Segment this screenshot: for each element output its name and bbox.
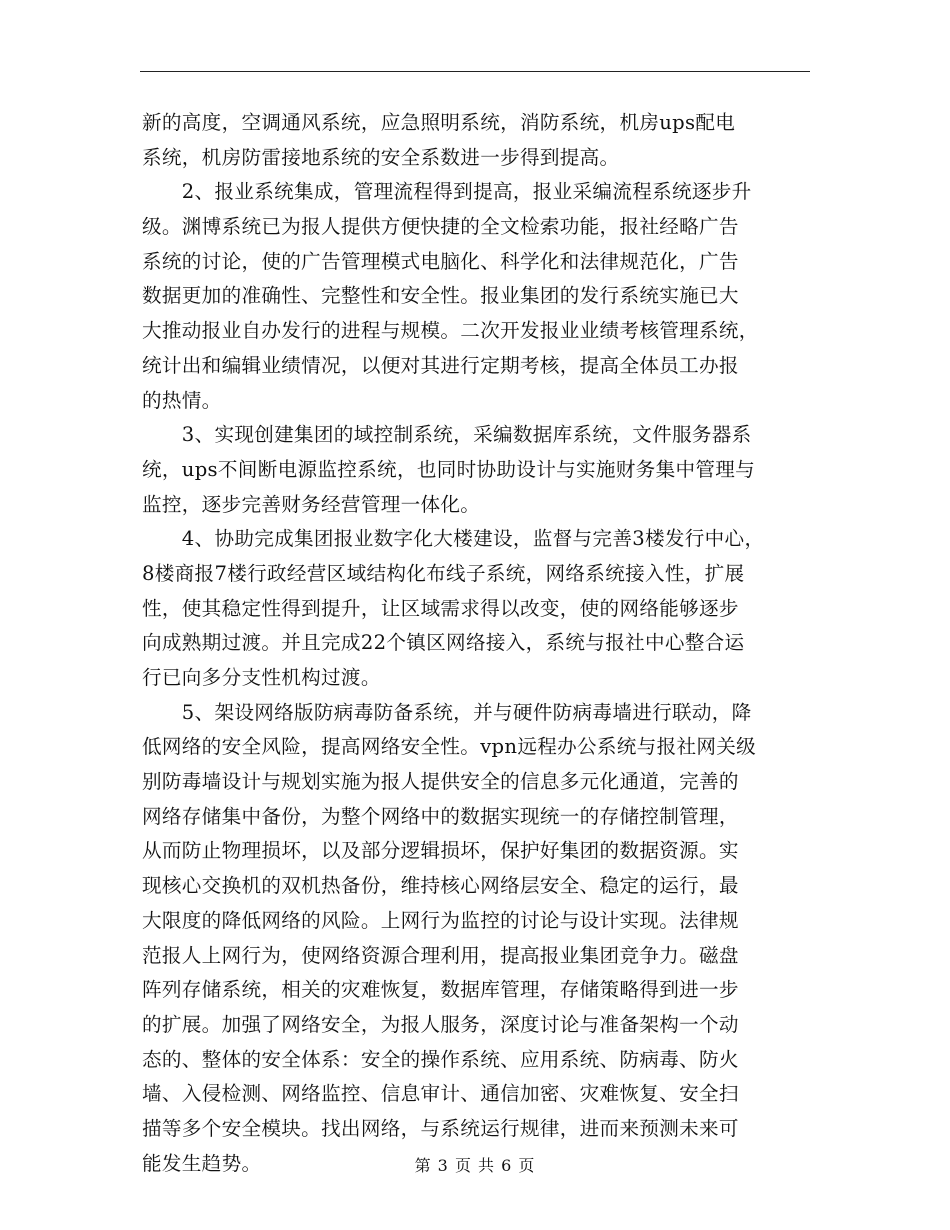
body-text xyxy=(142,106,812,1181)
text-line: 5、架设网络版防病毒防备系统，并与硬件防病毒墙进行联动，降 xyxy=(142,700,752,724)
text-line: 行已向多分支性机构过渡。 xyxy=(142,666,381,689)
text-line: 2、报业系统集成，管理流程得到提高，报业采编流程系统逐步升 xyxy=(142,180,752,204)
text-line: 网络存储集中备份，为整个网络中的数据实现统一的存储控制管理， xyxy=(142,804,739,828)
text-line: 现核心交换机的双机热备份，维持核心网络层安全、稳定的运行，最 xyxy=(142,874,739,898)
text-line: 大限度的降低网络的风险。上网行为监控的讨论与设计实现。法律规 xyxy=(142,908,739,932)
text-line: 墙、入侵检测、网络监控、信息审计、通信加密、灾难恢复、安全扫 xyxy=(142,1082,739,1106)
header-rule xyxy=(140,71,810,72)
text-line: 向成熟期过渡。并且完成22个镇区网络接入，系统与报社中心整合运 xyxy=(142,631,745,655)
text-line: 描等多个安全模块。找出网络，与系统运行规律，进而来预测未来可 xyxy=(142,1116,739,1140)
page-footer: 第 3 页 共 6 页 xyxy=(414,1156,536,1175)
text-line: 监控，逐步完善财务经营管理一体化。 xyxy=(142,492,481,516)
text-line: 级。渊博系统已为报人提供方便快捷的全文检索功能，报社经略广告 xyxy=(142,215,739,239)
text-line: 新的高度，空调通风系统，应急照明系统，消防系统，机房ups配电 xyxy=(142,111,736,134)
text-line: 的扩展。加强了网络安全，为报人服务，深度讨论与准备架构一个动 xyxy=(142,1012,739,1036)
text-line: 范报人上网行为，使网络资源合理利用，提高报业集团竞争力。磁盘 xyxy=(142,943,739,967)
text-line: 系统，机房防雷接地系统的安全系数进一步得到提高。 xyxy=(142,145,620,169)
text-line: 的热情。 xyxy=(142,388,222,412)
text-line: 统计出和编辑业绩情况，以便对其进行定期考核，提高全体员工办报 xyxy=(142,353,739,377)
text-line: 4、协助完成集团报业数字化大楼建设，监督与完善3楼发行中心， xyxy=(142,527,765,551)
text-line: 8楼商报7楼行政经营区域结构化布线子系统，网络系统接入性，扩展 xyxy=(142,561,745,585)
text-line: 态的、整体的安全体系：安全的操作系统、应用系统、防病毒、防火 xyxy=(142,1047,739,1071)
text-line: 性，使其稳定性得到提升，让区域需求得以改变，使的网络能够逐步 xyxy=(142,596,739,620)
text-line: 能发生趋势。 xyxy=(142,1151,262,1175)
text-line: 统，ups不间断电源监控系统，也同时协助设计与实施财务集中管理与 xyxy=(142,457,756,481)
text-line: 大推动报业自办发行的进程与规模。二次开发报业业绩考核管理系统， xyxy=(142,319,759,343)
text-line: 3、实现创建集团的域控制系统，采编数据库系统，文件服务器系 xyxy=(142,423,752,447)
text-line: 从而防止物理损坏，以及部分逻辑损坏，保护好集团的数据资源。实 xyxy=(142,839,739,863)
text-line: 系统的讨论，使的广告管理模式电脑化、科学化和法律规范化，广告 xyxy=(142,249,739,273)
text-line: 别防毒墙设计与规划实施为报人提供安全的信息多元化通道，完善的 xyxy=(142,770,739,794)
text-line: 数据更加的准确性、完整性和安全性。报业集团的发行系统实施已大 xyxy=(142,284,739,308)
text-line: 阵列存储系统，相关的灾难恢复，数据库管理，存储策略得到进一步 xyxy=(142,978,739,1002)
text-line: 低网络的安全风险，提高网络安全性。vpn远程办公系统与报社网关级 xyxy=(142,735,757,759)
